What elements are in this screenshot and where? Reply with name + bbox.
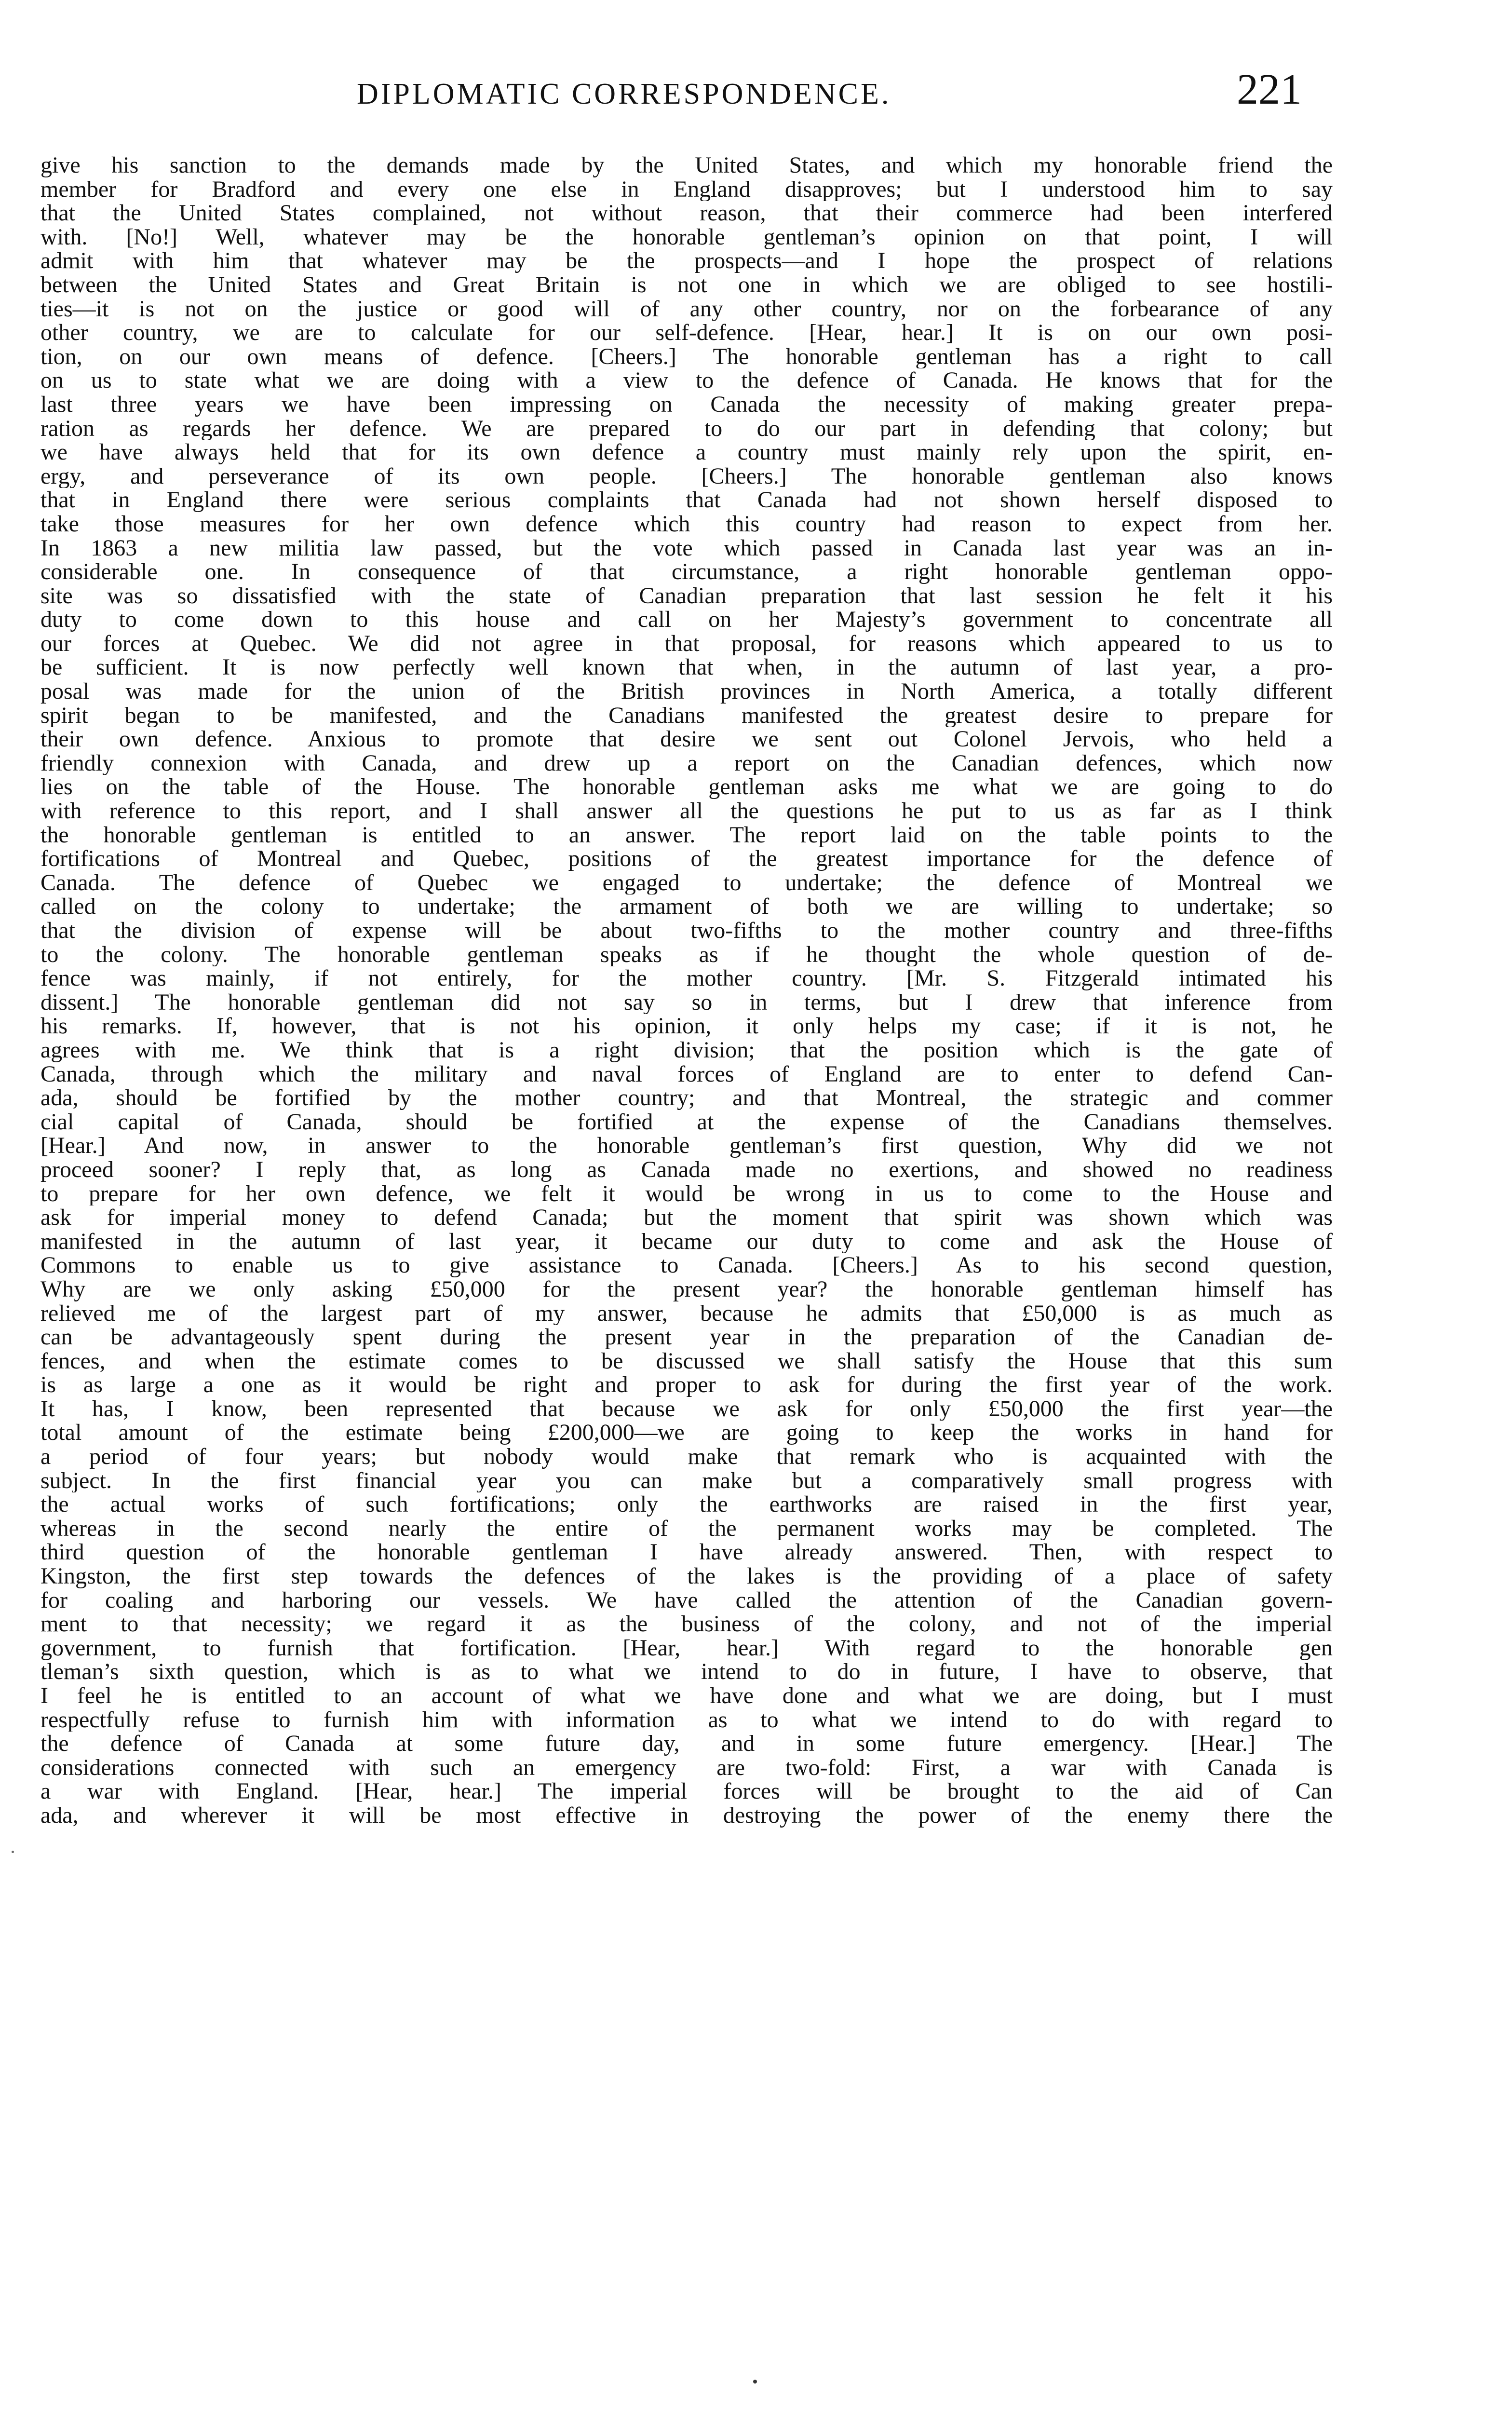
text-line: that in England there were serious complaints that Canada had not shown herself disposed to bbox=[40, 488, 1333, 512]
text-line: to prepare for her own defence, we felt it would be wrong in us to come to the House and bbox=[40, 1181, 1333, 1206]
text-line: with. [No!] Well, whatever may be the honorable gentleman’s opinion on that point, I will bbox=[40, 225, 1333, 249]
text-line: called on the colony to undertake; the armament of both we are willing to undertake; so bbox=[40, 894, 1333, 919]
text-line: that the United States complained, not without reason, that their commerce had been interfered bbox=[40, 201, 1333, 225]
text-line: friendly connexion with Canada, and drew up a report on the Canadian defences, which now bbox=[40, 751, 1333, 775]
text-line: Kingston, the first step towards the defences of the lakes is the providing of a place of safety bbox=[40, 1564, 1333, 1588]
text-line: dissent.] The honorable gentleman did not say so in terms, but I drew that inference from bbox=[40, 990, 1333, 1015]
text-line: admit with him that whatever may be the prospects—and I hope the prospect of relations bbox=[40, 249, 1333, 273]
text-line: It has, I know, been represented that because we ask for only £50,000 the first year—the bbox=[40, 1396, 1333, 1421]
text-line: fence was mainly, if not entirely, for the mother country. [Mr. S. Fitzgerald intimated his bbox=[40, 966, 1333, 990]
text-line: duty to come down to this house and call on her Majesty’s government to concentrate all bbox=[40, 608, 1333, 632]
text-line: between the United States and Great Britain is not one in which we are obliged to see hostili- bbox=[40, 272, 1333, 297]
text-line: Commons to enable us to give assistance to Canada. [Cheers.] As to his second question, bbox=[40, 1253, 1333, 1277]
text-line: fortifications of Montreal and Quebec, positions of the greatest importance for the defence of bbox=[40, 847, 1333, 871]
text-line: ask for imperial money to defend Canada; but the moment that spirit was shown which was bbox=[40, 1206, 1333, 1230]
text-line: member for Bradford and every one else in England disapproves; but I understood him to say bbox=[40, 177, 1333, 202]
text-line: the defence of Canada at some future day, and in some future emergency. [Hear.] The bbox=[40, 1732, 1333, 1756]
body-text bbox=[40, 153, 1333, 1828]
text-line: we have always held that for its own defence a country must mainly rely upon the spirit, en- bbox=[40, 440, 1333, 464]
text-line: ada, should be fortified by the mother country; and that Montreal, the strategic and commer bbox=[40, 1086, 1333, 1110]
footer-dot bbox=[753, 2380, 757, 2384]
text-line: I feel he is entitled to an account of what we have done and what we are doing, but I must bbox=[40, 1684, 1333, 1708]
text-line: government, to furnish that fortification. [Hear, hear.] With regard to the honorable gen bbox=[40, 1636, 1333, 1660]
text-line: on us to state what we are doing with a view to the defence of Canada. He knows that for the bbox=[40, 368, 1333, 393]
page-number: 221 bbox=[1237, 66, 1302, 113]
text-line: Why are we only asking £50,000 for the present year? the honorable gentleman himself has bbox=[40, 1277, 1333, 1301]
text-line: manifested in the autumn of last year, it became our duty to come and ask the House of bbox=[40, 1229, 1333, 1254]
page-header bbox=[0, 58, 1512, 125]
text-line: third question of the honorable gentleman I have already answered. Then, with respect to bbox=[40, 1540, 1333, 1565]
text-line: fences, and when the estimate comes to be discussed we shall satisfy the House that this sum bbox=[40, 1349, 1333, 1373]
text-line: posal was made for the union of the British provinces in North America, a totally different bbox=[40, 679, 1333, 704]
text-line: is as large a one as it would be right and proper to ask for during the first year of the work. bbox=[40, 1373, 1333, 1397]
text-line: site was so dissatisfied with the state of Canadian preparation that last session he felt it his bbox=[40, 583, 1333, 608]
text-line: the honorable gentleman is entitled to an answer. The report laid on the table points to the bbox=[40, 823, 1333, 847]
text-line: the actual works of such fortifications; only the earthworks are raised in the first year, bbox=[40, 1492, 1333, 1517]
text-line: last three years we have been impressing on Canada the necessity of making greater prepa- bbox=[40, 392, 1333, 417]
text-line: ada, and wherever it will be most effective in destroying the power of the enemy there the bbox=[40, 1803, 1333, 1828]
running-head: DIPLOMATIC CORRESPONDENCE. bbox=[357, 78, 891, 110]
text-line: a war with England. [Hear, hear.] The imperial forces will be brought to the aid of Can bbox=[40, 1779, 1333, 1803]
text-line: [Hear.] And now, in answer to the honorable gentleman’s first question, Why did we not bbox=[40, 1134, 1333, 1158]
text-line: that the division of expense will be about two-fifths to the mother country and three-fifths bbox=[40, 919, 1333, 943]
text-line: a period of four years; but nobody would make that remark who is acquainted with the bbox=[40, 1445, 1333, 1469]
text-line: Canada. The defence of Quebec we engaged to undertake; the defence of Montreal we bbox=[40, 870, 1333, 895]
text-line: relieved me of the largest part of my answer, because he admits that £50,000 is as much as bbox=[40, 1301, 1333, 1326]
text-line: considerations connected with such an emergency are two-fold: First, a war with Canada is bbox=[40, 1755, 1333, 1780]
text-line: other country, we are to calculate for our self-defence. [Hear, hear.] It is on our own posi- bbox=[40, 321, 1333, 345]
text-line: cial capital of Canada, should be fortified at the expense of the Canadians themselves. bbox=[40, 1110, 1333, 1134]
text-line: take those measures for her own defence which this country had reason to expect from her. bbox=[40, 512, 1333, 536]
text-line: spirit began to be manifested, and the Canadians manifested the greatest desire to prepare for bbox=[40, 703, 1333, 728]
text-line: lies on the table of the House. The honorable gentleman asks me what we are going to do bbox=[40, 775, 1333, 799]
text-line: ration as regards her defence. We are prepared to do our part in defending that colony; but bbox=[40, 416, 1333, 441]
text-line: Canada, through which the military and naval forces of England are to enter to defend Can- bbox=[40, 1062, 1333, 1086]
text-line: to the colony. The honorable gentleman speaks as if he thought the whole question of de- bbox=[40, 942, 1333, 967]
text-line: our forces at Quebec. We did not agree in that proposal, for reasons which appeared to us to bbox=[40, 631, 1333, 656]
text-line: proceed sooner? I reply that, as long as Canada made no exertions, and showed no readiness bbox=[40, 1157, 1333, 1182]
text-line: ment to that necessity; we regard it as the business of the colony, and not of the imperial bbox=[40, 1612, 1333, 1636]
text-line: their own defence. Anxious to promote that desire we sent out Colonel Jervois, who held a bbox=[40, 727, 1333, 751]
text-line: can be advantageously spent during the present year in the preparation of the Canadian de- bbox=[40, 1325, 1333, 1349]
text-line: respectfully refuse to furnish him with information as to what we intend to do with regard to bbox=[40, 1707, 1333, 1732]
margin-mark bbox=[12, 1851, 14, 1853]
text-line: for coaling and harboring our vessels. We have called the attention of the Canadian govern- bbox=[40, 1588, 1333, 1612]
text-line: In 1863 a new militia law passed, but the vote which passed in Canada last year was an in- bbox=[40, 536, 1333, 560]
text-line: with reference to this report, and I shall answer all the questions he put to us as far as I think bbox=[40, 799, 1333, 823]
text-line: total amount of the estimate being £200,000—we are going to keep the works in hand for bbox=[40, 1421, 1333, 1445]
text-line: be sufficient. It is now perfectly well known that when, in the autumn of last year, a pro- bbox=[40, 655, 1333, 680]
text-line: his remarks. If, however, that is not his opinion, it only helps my case; if it is not, he bbox=[40, 1014, 1333, 1038]
text-line: ties—it is not on the justice or good will of any other country, nor on the forbearance of any bbox=[40, 297, 1333, 321]
text-line: whereas in the second nearly the entire of the permanent works may be completed. The bbox=[40, 1516, 1333, 1541]
text-line: tion, on our own means of defence. [Cheers.] The honorable gentleman has a right to call bbox=[40, 344, 1333, 369]
text-line: ergy, and perseverance of its own people. [Cheers.] The honorable gentleman also knows bbox=[40, 464, 1333, 488]
text-line: give his sanction to the demands made by the United States, and which my honorable friend the bbox=[40, 153, 1333, 177]
text-line: tleman’s sixth question, which is as to what we intend to do in future, I have to observe, that bbox=[40, 1660, 1333, 1684]
text-line: considerable one. In consequence of that circumstance, a right honorable gentleman oppo- bbox=[40, 560, 1333, 584]
text-line: subject. In the first financial year you can make but a comparatively small progress with bbox=[40, 1468, 1333, 1493]
text-line: agrees with me. We think that is a right division; that the position which is the gate of bbox=[40, 1038, 1333, 1062]
